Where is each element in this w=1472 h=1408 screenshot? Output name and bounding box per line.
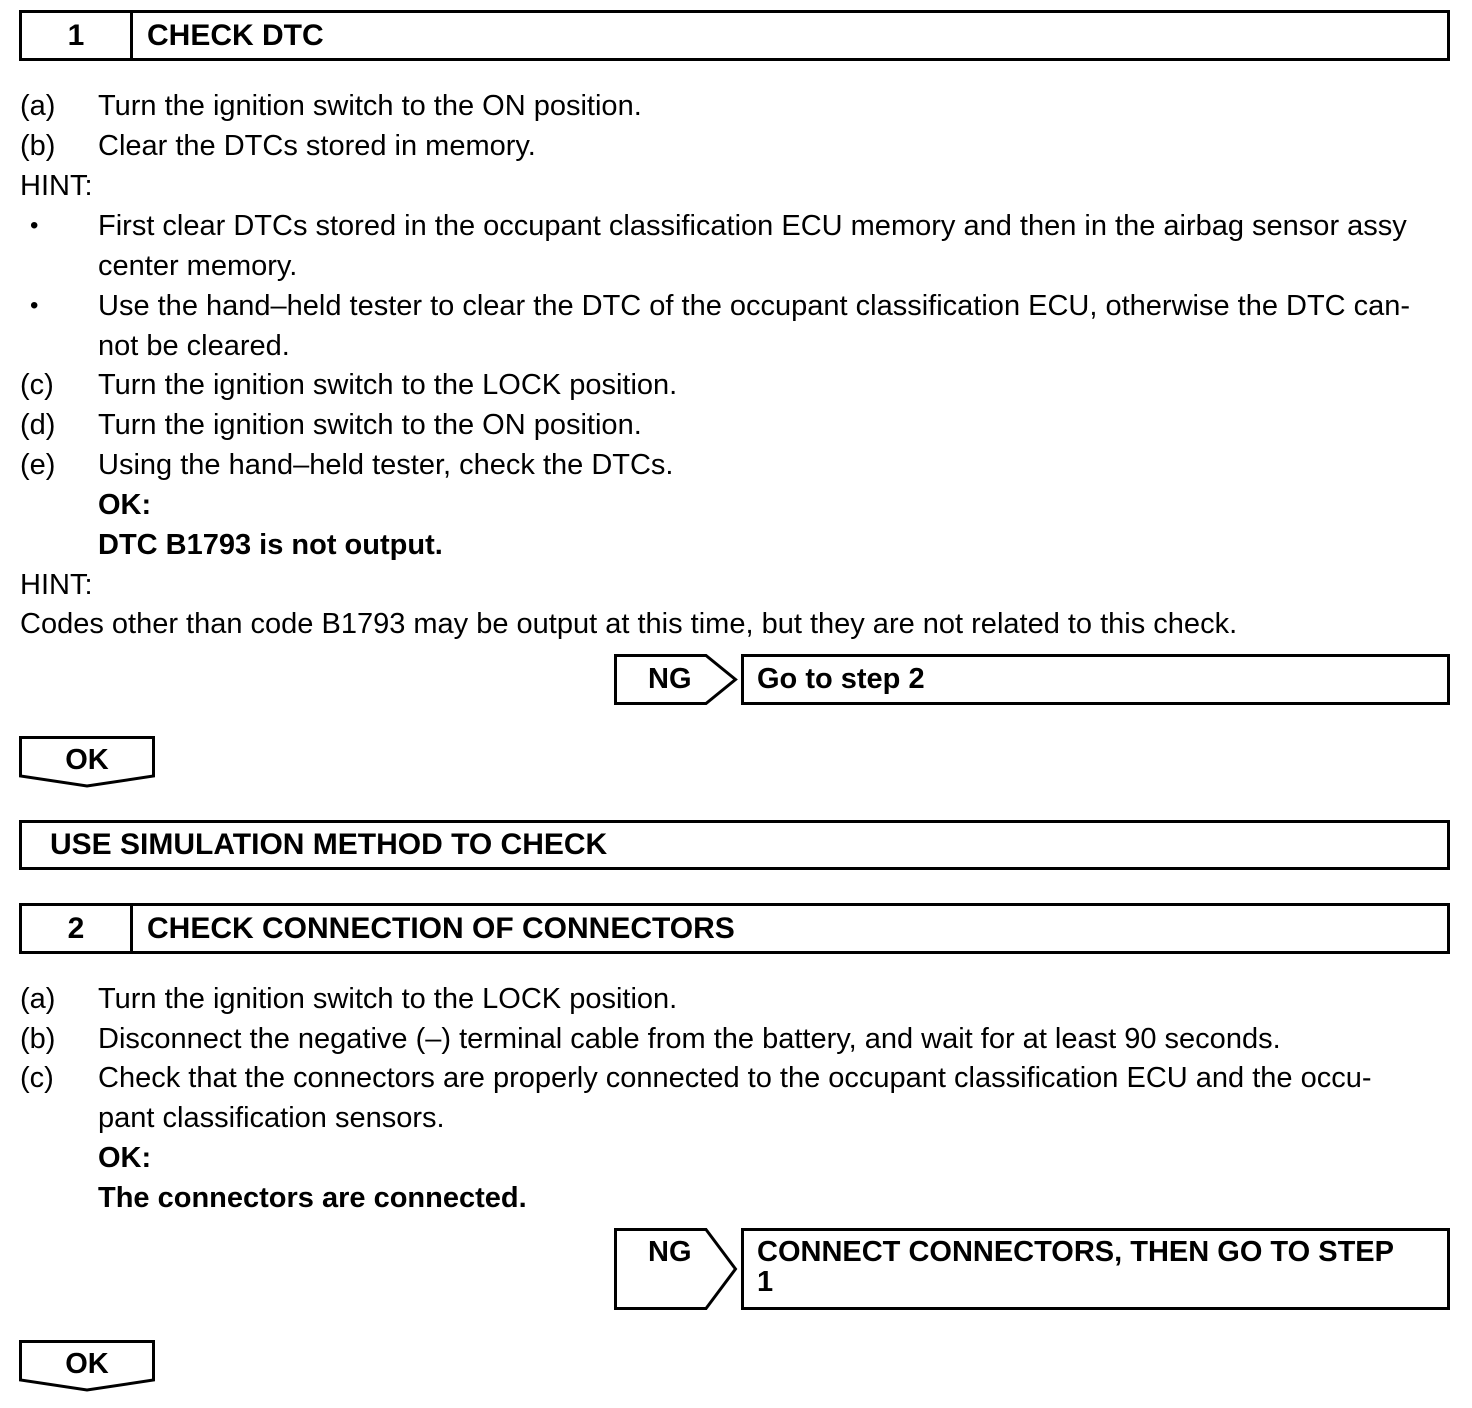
step-2-item-c-line-2: pant classification sensors.: [98, 1102, 445, 1134]
step-1-item-b-text: Clear the DTCs stored in memory.: [98, 130, 536, 162]
step-1-hint-label: HINT:: [20, 170, 93, 202]
step-1-hint-2-text: Codes other than code B1793 may be output at this time, but they are not related to this check.: [20, 608, 1238, 640]
step-2-title: CHECK CONNECTION OF CONNECTORS: [147, 912, 735, 945]
step-2-ng-label: NG: [648, 1236, 692, 1268]
hint-bullet-2-line-1: Use the hand–held tester to clear the DTC of the occupant classification ECU, otherwise the DTC can-: [98, 290, 1411, 322]
step-2-ng-action-line-1: CONNECT CONNECTORS, THEN GO TO STEP: [757, 1236, 1394, 1268]
step-1-item-e-label: (e): [20, 449, 56, 481]
step-2-ok-button-label: OK: [65, 1348, 109, 1380]
step-1-header: [19, 10, 1450, 61]
step-2-ok-button[interactable]: [19, 1340, 155, 1392]
step-1-item-b-label: (b): [20, 130, 56, 162]
step-2-header: [19, 903, 1450, 954]
step-1-ok-button[interactable]: [19, 736, 155, 788]
step-2-item-a-text: Turn the ignition switch to the LOCK position.: [98, 983, 678, 1015]
step-2-ok-label: OK:: [98, 1142, 152, 1174]
step-1-ok-button-label: OK: [65, 744, 109, 776]
hint-bullet-2-marker: •: [30, 292, 39, 319]
step-2-number: 2: [22, 906, 133, 951]
step-1-hint-2-label: HINT:: [20, 569, 93, 601]
step-2-ng-action-line-2: 1: [757, 1266, 774, 1298]
step-1-item-e-text: Using the hand–held tester, check the DTCs.: [98, 449, 674, 481]
hint-bullet-1-marker: •: [30, 212, 39, 239]
step-1-ng-tag: [614, 654, 738, 705]
step-1-item-c-text: Turn the ignition switch to the LOCK position.: [98, 369, 678, 401]
step-2-ng-action[interactable]: [741, 1228, 1450, 1310]
step-1-ok-condition: DTC B1793 is not output.: [98, 529, 443, 561]
simulation-method-banner: [19, 820, 1450, 870]
step-2-item-b-label: (b): [20, 1023, 56, 1055]
step-2-ok-condition: The connectors are connected.: [98, 1182, 527, 1214]
step-2-ng-tag: [614, 1228, 738, 1310]
step-2-item-a-label: (a): [20, 983, 56, 1015]
step-1-item-d-label: (d): [20, 409, 56, 441]
hint-bullet-2-line-2: not be cleared.: [98, 330, 290, 362]
step-1-title: CHECK DTC: [147, 19, 324, 52]
step-1-number: 1: [22, 13, 133, 58]
hint-bullet-1-line-2: center memory.: [98, 250, 298, 282]
step-1-item-a-text: Turn the ignition switch to the ON position.: [98, 90, 642, 122]
step-1-ng-action[interactable]: Go to step 2: [741, 654, 1450, 705]
step-1-ok-label: OK:: [98, 489, 152, 521]
step-2-item-c-label: (c): [20, 1062, 54, 1094]
step-1-item-c-label: (c): [20, 369, 54, 401]
step-1-item-d-text: Turn the ignition switch to the ON position.: [98, 409, 642, 441]
step-2-item-b-text: Disconnect the negative (–) terminal cable from the battery, and wait for at least 90 seconds.: [98, 1023, 1281, 1055]
hint-bullet-1-line-1: First clear DTCs stored in the occupant classification ECU memory and then in the airbag sensor assy: [98, 210, 1407, 242]
simulation-method-text: USE SIMULATION METHOD TO CHECK: [50, 828, 608, 861]
step-1-item-a-label: (a): [20, 90, 56, 122]
step-1-ng-label: NG: [648, 663, 692, 695]
step-2-item-c-line-1: Check that the connectors are properly connected to the occupant classification ECU and the occu-: [98, 1062, 1372, 1094]
